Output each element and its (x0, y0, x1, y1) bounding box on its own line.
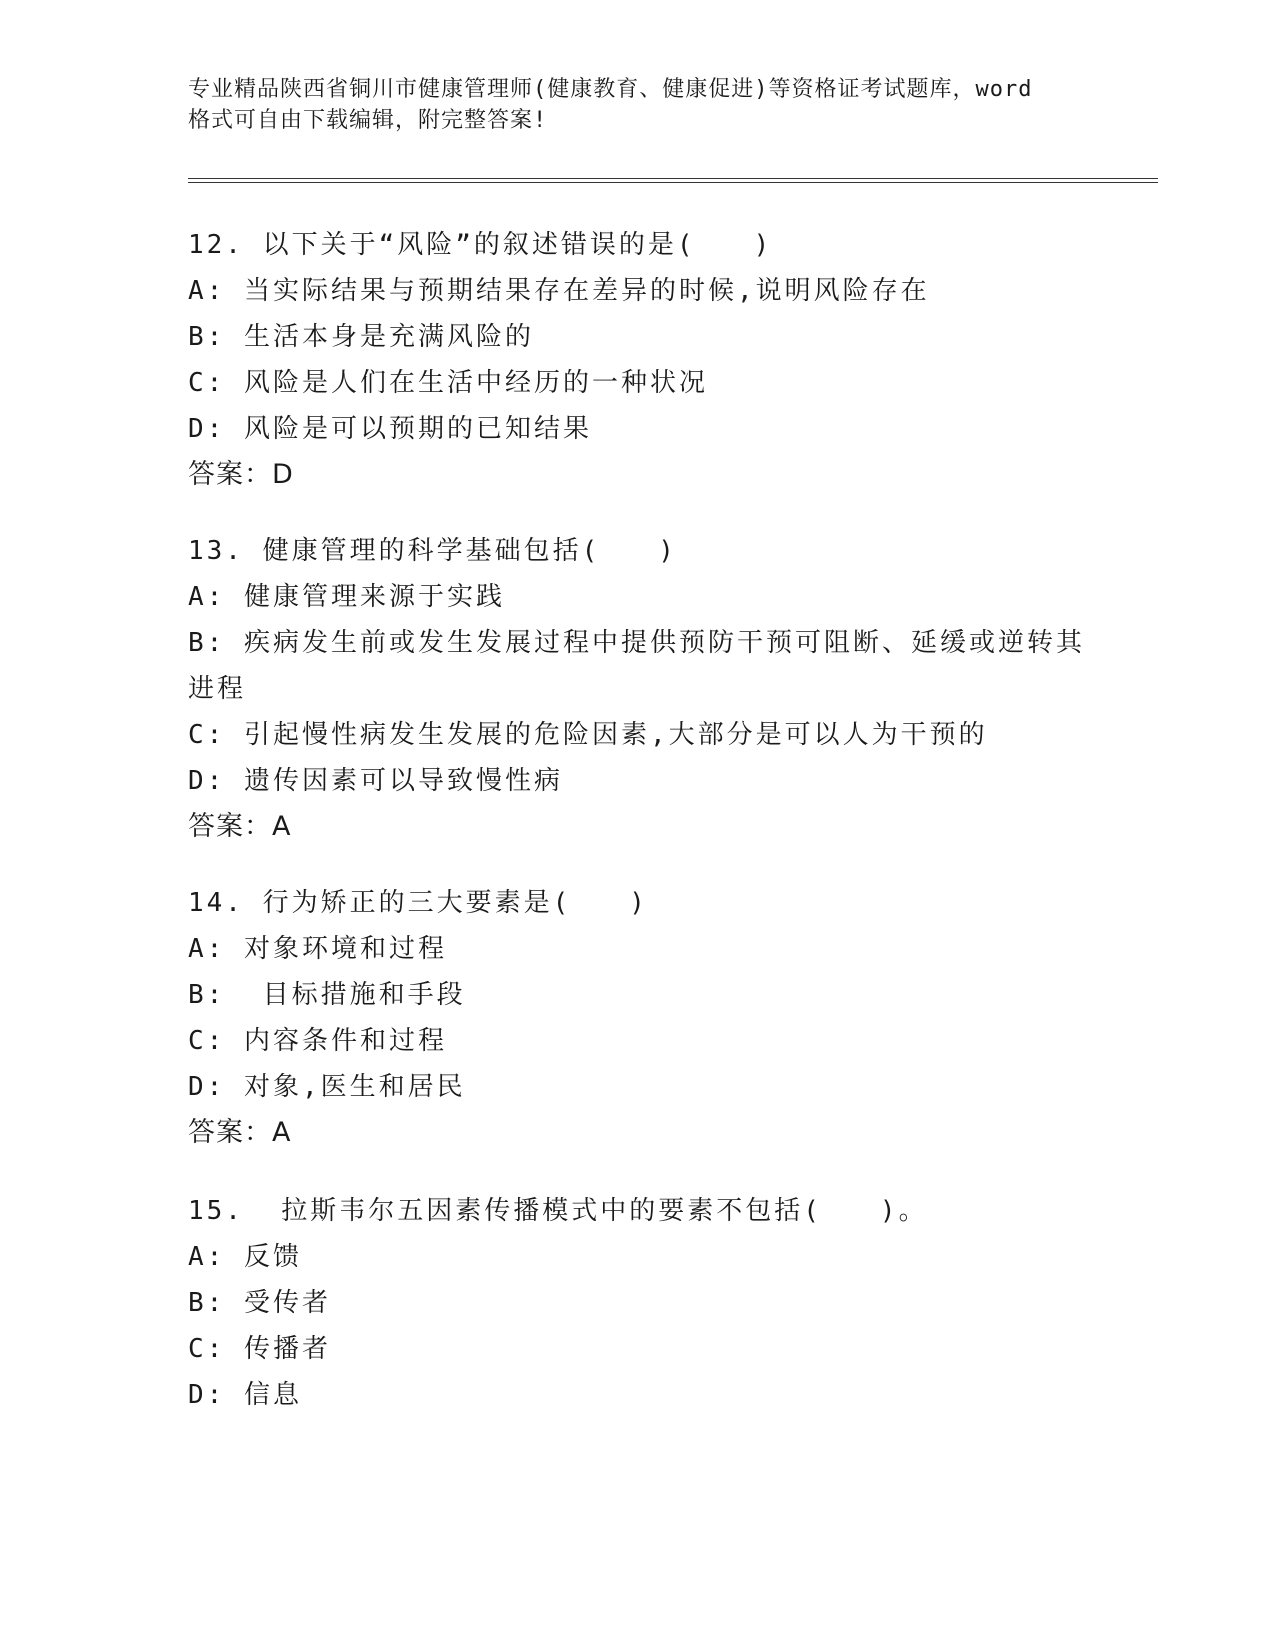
option-b: B: 疾病发生前或发生发展过程中提供预防干预可阻断、延缓或逆转其 (188, 628, 1085, 658)
option-a: A: 对象环境和过程 (188, 934, 447, 964)
option-b-continued: 进程 (188, 674, 247, 704)
header-line-2: 格式可自由下载编辑，附完整答案! (188, 108, 548, 133)
header-divider (188, 178, 1158, 183)
question-12 (188, 222, 1108, 498)
option-c: C: 风险是人们在生活中经历的一种状况 (188, 368, 708, 398)
header-line-1: 专业精品陕西省铜川市健康管理师(健康教育、健康促进)等资格证考试题库，word (188, 77, 1033, 102)
question-13 (188, 528, 1108, 850)
option-d: D: 风险是可以预期的已知结果 (188, 414, 592, 444)
option-d: D: 信息 (188, 1380, 302, 1410)
option-c: C: 传播者 (188, 1334, 331, 1364)
question-stem: 13. 健康管理的科学基础包括( ) (188, 536, 677, 566)
option-a: A: 健康管理来源于实践 (188, 582, 505, 612)
question-stem: 15. 拉斯韦尔五因素传播模式中的要素不包括( )。 (188, 1196, 928, 1226)
option-d: D: 对象,医生和居民 (188, 1072, 466, 1102)
option-c: C: 内容条件和过程 (188, 1026, 447, 1056)
question-14 (188, 880, 1108, 1156)
answer-label: 答案：A (188, 1117, 292, 1148)
question-15 (188, 1188, 1108, 1418)
option-c: C: 引起慢性病发生发展的危险因素,大部分是可以人为干预的 (188, 720, 988, 750)
option-d: D: 遗传因素可以导致慢性病 (188, 766, 563, 796)
answer-label: 答案：D (188, 459, 294, 490)
option-b: B: 受传者 (188, 1288, 331, 1318)
question-stem: 14. 行为矫正的三大要素是( ) (188, 888, 648, 918)
option-a: A: 当实际结果与预期结果存在差异的时候,说明风险存在 (188, 276, 930, 306)
answer-label: 答案：A (188, 811, 292, 842)
document-header (188, 74, 1108, 136)
option-a: A: 反馈 (188, 1242, 302, 1272)
option-b: B: 目标措施和手段 (188, 980, 466, 1010)
option-b: B: 生活本身是充满风险的 (188, 322, 534, 352)
question-stem: 12. 以下关于“风险”的叙述错误的是( ) (188, 230, 773, 260)
